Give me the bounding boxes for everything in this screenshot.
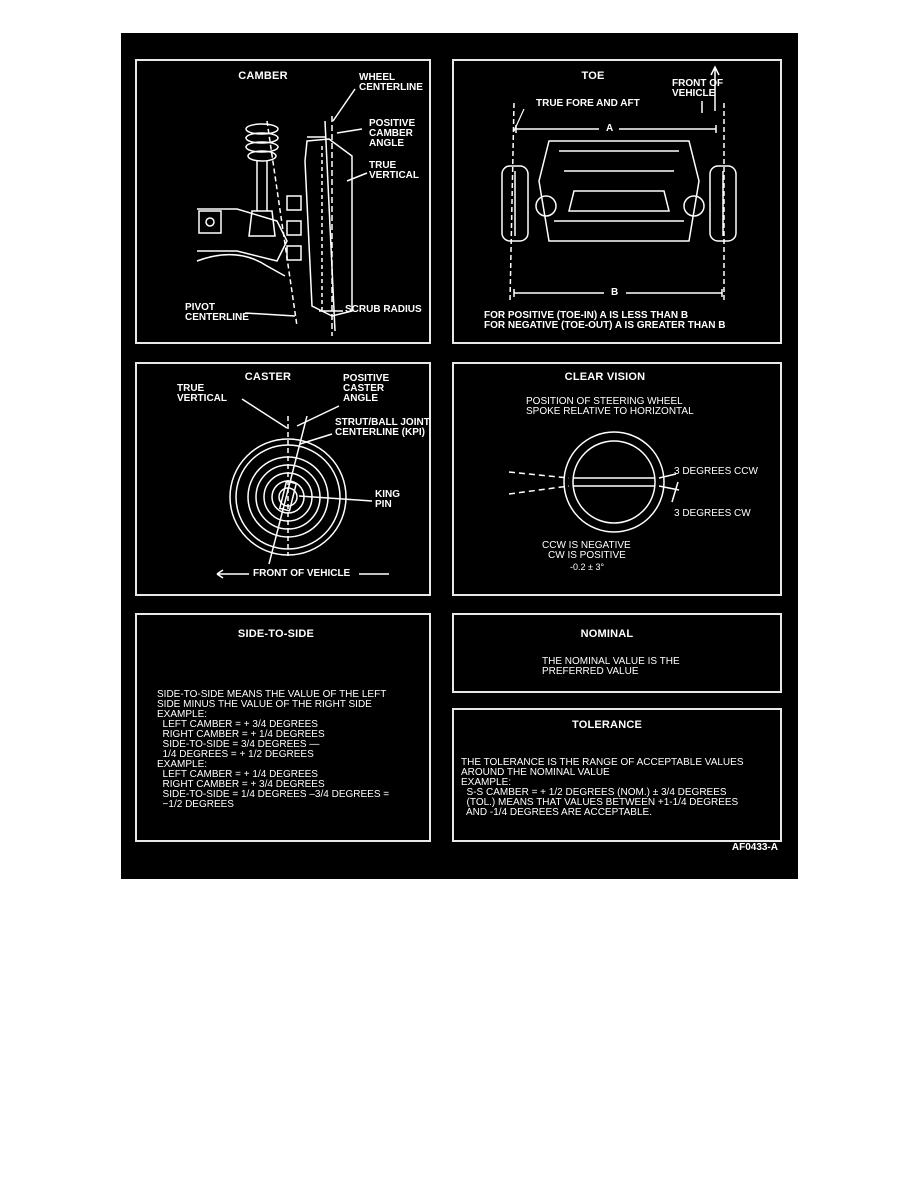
camber-panel <box>135 59 431 344</box>
side-to-side-line: EXAMPLE: <box>157 759 208 770</box>
tolerance-line: THE TOLERANCE IS THE RANGE OF ACCEPTABLE VALUES <box>461 757 744 768</box>
toe-front-label-1: FRONT OF <box>672 78 724 89</box>
clear-vision-spec: -0.2 ± 3° <box>570 562 605 572</box>
toe-title: TOE <box>581 70 605 82</box>
side-to-side-line: LEFT CAMBER = + 3/4 DEGREES <box>157 719 318 730</box>
side-to-side-line: SIDE-TO-SIDE MEANS THE VALUE OF THE LEFT <box>157 689 387 700</box>
positive-camber-label-1: POSITIVE <box>369 118 416 129</box>
cw-positive-label: CW IS POSITIVE <box>548 550 626 561</box>
positive-camber-label-2: CAMBER <box>369 128 413 139</box>
king-pin-label-1: KING <box>375 489 400 500</box>
nominal-line: THE NOMINAL VALUE IS THE <box>542 656 680 667</box>
wheel-centerline-label-1: WHEEL <box>359 72 396 83</box>
nominal-panel <box>452 613 782 693</box>
true-vertical-label-1: TRUE <box>369 160 397 171</box>
positive-camber-label-3: ANGLE <box>369 138 404 149</box>
side-to-side-line: SIDE-TO-SIDE = 1/4 DEGREES –3/4 DEGREES = <box>157 789 390 800</box>
side-to-side-line: SIDE MINUS THE VALUE OF THE RIGHT SIDE <box>157 699 372 710</box>
toe-note-2: FOR NEGATIVE (TOE-OUT) A IS GREATER THAN B <box>484 320 726 331</box>
positive-caster-label-3: ANGLE <box>343 393 378 404</box>
camber-title: CAMBER <box>238 70 288 82</box>
toe-a-label: A <box>606 123 614 134</box>
clear-vision-subtitle-1: POSITION OF STEERING WHEEL <box>526 396 683 407</box>
strut-ball-joint-label-2: CENTERLINE (KPI) <box>335 427 425 438</box>
side-to-side-panel <box>135 613 431 842</box>
tolerance-title: TOLERANCE <box>571 719 643 731</box>
scrub-radius-label: SCRUB RADIUS <box>345 304 422 315</box>
tolerance-line: S-S CAMBER = + 1/2 DEGREES (NOM.) ± 3/4 DEGREES <box>461 787 727 798</box>
tolerance-line: EXAMPLE: <box>461 777 512 788</box>
caster-panel <box>135 362 431 596</box>
clear-vision-title: CLEAR VISION <box>564 371 646 383</box>
tolerance-line: AROUND THE NOMINAL VALUE <box>461 767 610 778</box>
caster-title: CASTER <box>244 371 292 383</box>
clear-vision-subtitle-2: SPOKE RELATIVE TO HORIZONTAL <box>526 406 694 417</box>
strut-ball-joint-label-1: STRUT/BALL JOINT <box>335 417 430 428</box>
nominal-line: PREFERRED VALUE <box>542 666 639 677</box>
nominal-title: NOMINAL <box>580 628 634 640</box>
side-to-side-line: EXAMPLE: <box>157 709 208 720</box>
positive-caster-label-1: POSITIVE <box>343 373 390 384</box>
toe-note-1: FOR POSITIVE (TOE-IN) A IS LESS THAN B <box>484 310 689 321</box>
toe-b-label: B <box>611 287 619 298</box>
tolerance-line: AND -1/4 DEGREES ARE ACCEPTABLE. <box>461 807 652 818</box>
figure-id: AF0433-A <box>731 842 778 853</box>
side-to-side-line: SIDE-TO-SIDE = 3/4 DEGREES — <box>157 739 320 750</box>
wheel-centerline-label-2: CENTERLINE <box>359 82 423 93</box>
toe-front-label-2: VEHICLE <box>672 88 716 99</box>
caster-true-vertical-1: TRUE <box>177 383 205 394</box>
tolerance-panel <box>452 708 782 842</box>
side-to-side-line: RIGHT CAMBER = + 3/4 DEGREES <box>157 779 325 790</box>
side-to-side-line: −1/2 DEGREES <box>157 799 234 810</box>
true-fore-aft-label: TRUE FORE AND AFT <box>536 98 640 109</box>
side-to-side-line: LEFT CAMBER = + 1/4 DEGREES <box>157 769 318 780</box>
king-pin-label-2: PIN <box>375 499 392 510</box>
cw-label: 3 DEGREES CW <box>674 508 751 519</box>
tolerance-line: (TOL.) MEANS THAT VALUES BETWEEN +1-1/4 DEGREES <box>461 797 739 808</box>
pivot-centerline-label-1: PIVOT <box>185 302 216 313</box>
side-to-side-title: SIDE-TO-SIDE <box>237 628 315 640</box>
ccw-label: 3 DEGREES CCW <box>674 466 758 477</box>
toe-panel <box>452 59 782 344</box>
clear-vision-panel <box>452 362 782 596</box>
pivot-centerline-label-2: CENTERLINE <box>185 312 249 323</box>
figure-sheet <box>121 33 798 879</box>
caster-true-vertical-2: VERTICAL <box>177 393 227 404</box>
ccw-negative-label: CCW IS NEGATIVE <box>542 540 631 551</box>
caster-front-label: FRONT OF VEHICLE <box>253 568 351 579</box>
side-to-side-line: RIGHT CAMBER = + 1/4 DEGREES <box>157 729 325 740</box>
true-vertical-label-2: VERTICAL <box>369 170 419 181</box>
clear-vision-diagram <box>454 364 784 598</box>
positive-caster-label-2: CASTER <box>343 383 385 394</box>
side-to-side-line: 1/4 DEGREES = + 1/2 DEGREES <box>157 749 314 760</box>
